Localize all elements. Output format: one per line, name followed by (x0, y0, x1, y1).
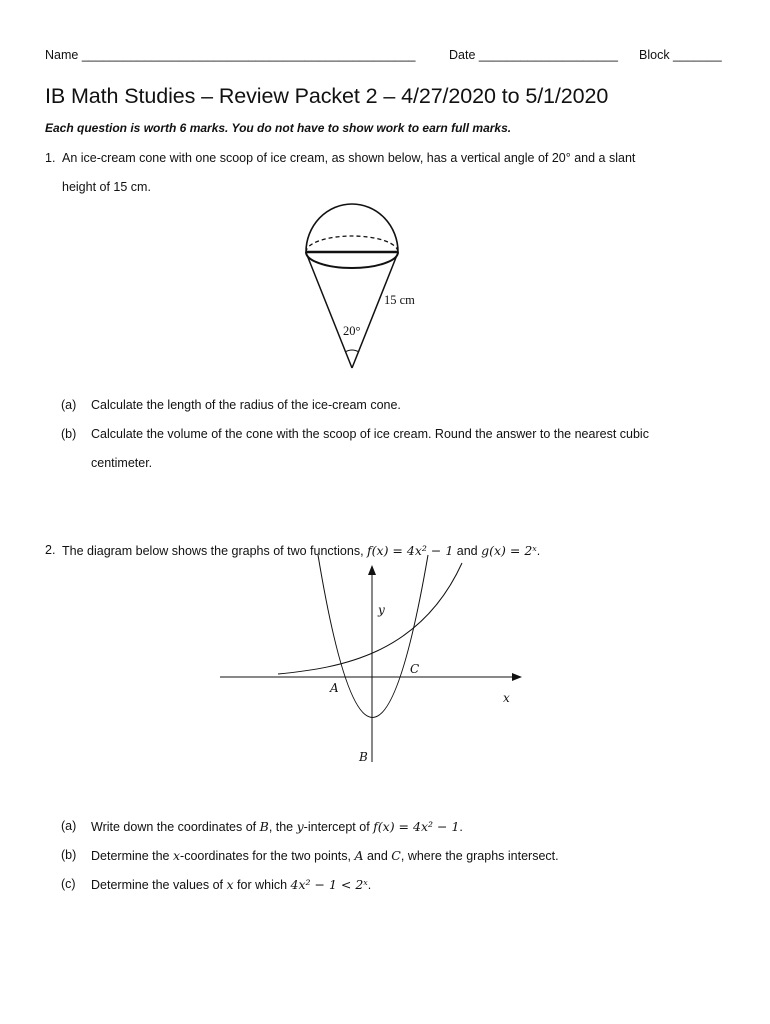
question-number: 1. (45, 151, 56, 165)
f-definition: f(x) = 4x² − 1 (367, 543, 454, 558)
question-text: An ice-cream cone with one scoop of ice cream, as shown below, has a vertical angle of 20° and a slant (62, 151, 636, 165)
text-segment: , where the graphs intersect. (400, 849, 559, 863)
point-a-label: A (330, 681, 339, 695)
punctuation: . (459, 820, 463, 834)
text-segment: , the (268, 820, 297, 834)
part-text-continued: centimeter. (91, 456, 153, 470)
part-text: Calculate the volume of the cone with the scoop of ice cream. Round the answer to the nearest cubic (91, 427, 649, 441)
question-number: 2. (45, 543, 56, 557)
punctuation: . (536, 544, 541, 558)
page-title: IB Math Studies – Review Packet 2 – 4/27/2020 to 5/1/2020 (45, 84, 609, 108)
math-a: A (354, 848, 364, 863)
exponential-curve (278, 563, 462, 674)
conjunction: and (453, 544, 482, 558)
text-segment: Determine the values of (91, 878, 227, 892)
instructions: Each question is worth 6 marks. You do not have to show work to earn full marks. (45, 121, 512, 135)
vertical-angle-label: 20° (343, 324, 361, 338)
date-field-label: Date ____________________ (449, 48, 618, 62)
conjunction: and (363, 849, 392, 863)
math-y: y (296, 819, 304, 834)
block-field-label: Block _______ (639, 48, 722, 62)
part-label: (c) (61, 877, 76, 891)
text-segment: -intercept of (303, 820, 374, 834)
name-field-label: Name ________________________________________________ (45, 48, 416, 62)
part-text (91, 819, 463, 834)
x-axis-label: x (503, 691, 510, 705)
part-label: (b) (61, 848, 77, 862)
math-x: x (226, 877, 234, 892)
math-x: x (172, 848, 181, 863)
slant-height-label: 15 cm (384, 293, 415, 307)
text-segment: Determine the (91, 849, 173, 863)
math-f-definition: f(x) = 4x² − 1 (373, 819, 460, 834)
punctuation: . (367, 878, 372, 892)
text-segment: Write down the coordinates of (91, 820, 260, 834)
point-b-label: B (359, 750, 368, 764)
point-c-label: C (410, 662, 420, 676)
part-label: (b) (61, 427, 77, 441)
part-text (91, 877, 371, 892)
intro-text: The diagram below shows the graphs of two functions, (62, 544, 368, 558)
part-label: (a) (61, 819, 77, 833)
g-definition: g(x) = 2ˣ (481, 543, 537, 558)
math-c: C (391, 848, 401, 863)
y-axis-label: y (378, 603, 385, 617)
math-b: B (259, 819, 269, 834)
text-segment: for which (233, 878, 291, 892)
text-segment: -coordinates for the two points, (180, 849, 355, 863)
part-label: (a) (61, 398, 77, 412)
question-text-continued: height of 15 cm. (62, 180, 151, 194)
part-text (91, 848, 559, 863)
math-inequality: 4x² − 1 < 2ˣ (290, 877, 368, 892)
part-text: Calculate the length of the radius of the ice-cream cone. (91, 398, 401, 412)
